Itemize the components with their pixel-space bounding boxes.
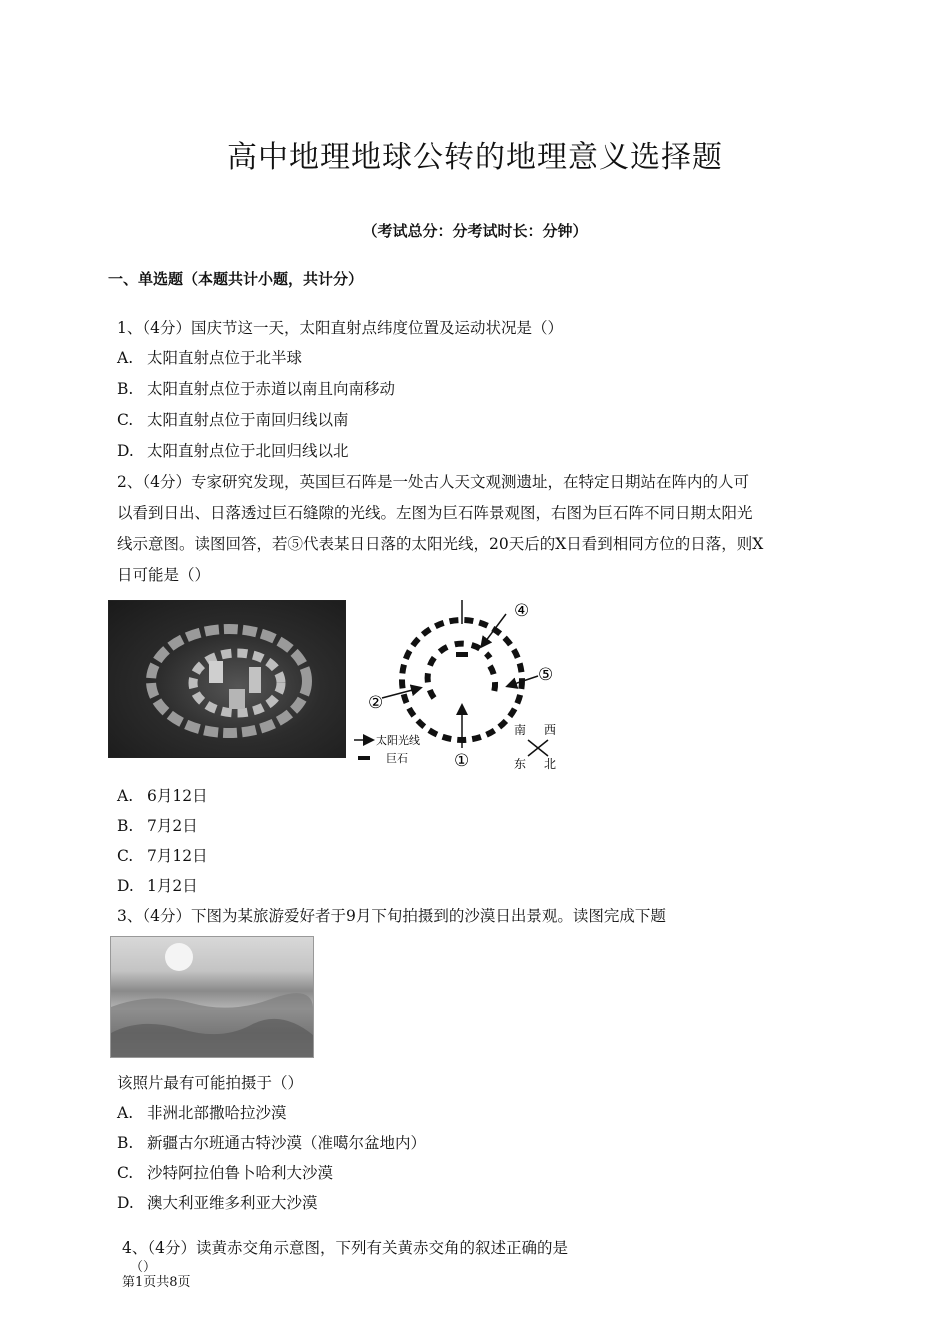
label-5: ⑤	[538, 665, 554, 685]
center-stone	[456, 652, 468, 657]
label-2: ②	[368, 693, 384, 713]
option-text: 太阳直射点位于南回归线以南	[147, 411, 349, 429]
sunlight-ray-4	[482, 614, 506, 646]
option-letter: D.	[117, 877, 134, 895]
option-text: 非洲北部撒哈拉沙漠	[147, 1104, 287, 1122]
exam-info: （考试总分：分考试时长：分钟）	[362, 222, 588, 240]
compass-south: 南	[514, 723, 527, 737]
option-letter: A.	[117, 787, 134, 805]
question-2-line-3: 线示意图。读图回答，若⑤代表某日日落的太阳光线，20天后的X日看到相同方位的日落，则X	[117, 535, 764, 553]
question-1-option-c	[117, 408, 349, 430]
question-3-subquestion: 该照片最有可能拍摄于（）	[117, 1074, 304, 1092]
question-3-option-d	[117, 1191, 318, 1213]
question-2-line-1: 2、（4分）专家研究发现，英国巨石阵是一处古人天文观测遗址，在特定日期站在阵内的人可	[117, 473, 749, 491]
question-2-line-4: 日可能是（）	[117, 566, 211, 584]
option-letter: A.	[117, 349, 134, 367]
question-2-line-2: 以看到日出、日落透过巨石缝隙的光线。左图为巨石阵景观图，右图为巨石阵不同日期太阳光	[117, 504, 753, 522]
option-letter: C.	[117, 411, 134, 429]
option-text: 1月2日	[147, 877, 198, 895]
question-3-option-a	[117, 1101, 287, 1123]
option-letter: C.	[117, 847, 134, 865]
legend-stone-label: 巨石	[386, 752, 408, 765]
option-letter: C.	[117, 1164, 134, 1182]
question-1-option-d	[117, 439, 349, 461]
legend-stone-icon	[358, 756, 370, 760]
sunlight-ray-2	[382, 688, 420, 698]
option-text: 太阳直射点位于北半球	[147, 349, 303, 367]
question-2-option-d	[117, 874, 198, 896]
option-text: 6月12日	[147, 787, 208, 805]
stonehenge-photo-illustration	[109, 601, 345, 757]
option-text: 7月2日	[147, 817, 198, 835]
question-3-option-b	[117, 1131, 426, 1153]
inner-stone-arc-right	[490, 666, 495, 698]
section-heading: 一、单选题（本题共计小题，共计分）	[108, 270, 364, 288]
question-4-stem: 4、（4分）读黄赤交角示意图，下列有关黄赤交角的叙述正确的是	[122, 1239, 568, 1257]
option-letter: D.	[117, 1194, 134, 1212]
question-3-stem: 3、（4分）下图为某旅游爱好者于9月下旬拍摄到的沙漠日出景观。读图完成下题	[117, 907, 666, 925]
desert-sunrise-illustration	[111, 937, 313, 1057]
option-letter: B.	[117, 1134, 134, 1152]
option-letter: B.	[117, 817, 134, 835]
page-title: 高中地理地球公转的地理意义选择题	[227, 140, 723, 175]
question-1-option-a	[117, 346, 302, 368]
question-1-option-b	[117, 377, 395, 399]
option-letter: B.	[117, 380, 134, 398]
label-1: ①	[454, 751, 470, 771]
question-1-stem: 1、（4分）国庆节这一天，太阳直射点纬度位置及运动状况是（）	[117, 319, 563, 337]
option-text: 澳大利亚维多利亚大沙漠	[147, 1194, 318, 1212]
page-footer: 第1页共8页	[122, 1275, 191, 1290]
question-2-option-a	[117, 784, 208, 806]
compass-north: 北	[544, 757, 557, 771]
legend-sunlight-label: 太阳光线	[376, 734, 420, 747]
question-2-option-c	[117, 844, 208, 866]
option-letter: D.	[117, 442, 134, 460]
option-text: 太阳直射点位于北回归线以北	[147, 442, 349, 460]
option-text: 新疆古尔班通古特沙漠（准噶尔盆地内）	[147, 1134, 427, 1152]
stonehenge-photo	[108, 600, 346, 758]
question-2-option-b	[117, 814, 198, 836]
option-text: 7月12日	[147, 847, 208, 865]
inner-stone-arc	[428, 644, 490, 698]
sunlight-diagram	[350, 598, 565, 776]
label-4: ④	[514, 601, 530, 621]
compass-east: 东	[514, 757, 527, 771]
option-letter: A.	[117, 1104, 134, 1122]
question-3-option-c	[117, 1161, 333, 1183]
question-4-paren: （）	[130, 1260, 157, 1275]
option-text: 沙特阿拉伯鲁卜哈利大沙漠	[147, 1164, 334, 1182]
compass-west: 西	[544, 723, 557, 737]
desert-sunrise-photo	[110, 936, 314, 1058]
option-text: 太阳直射点位于赤道以南且向南移动	[147, 380, 396, 398]
